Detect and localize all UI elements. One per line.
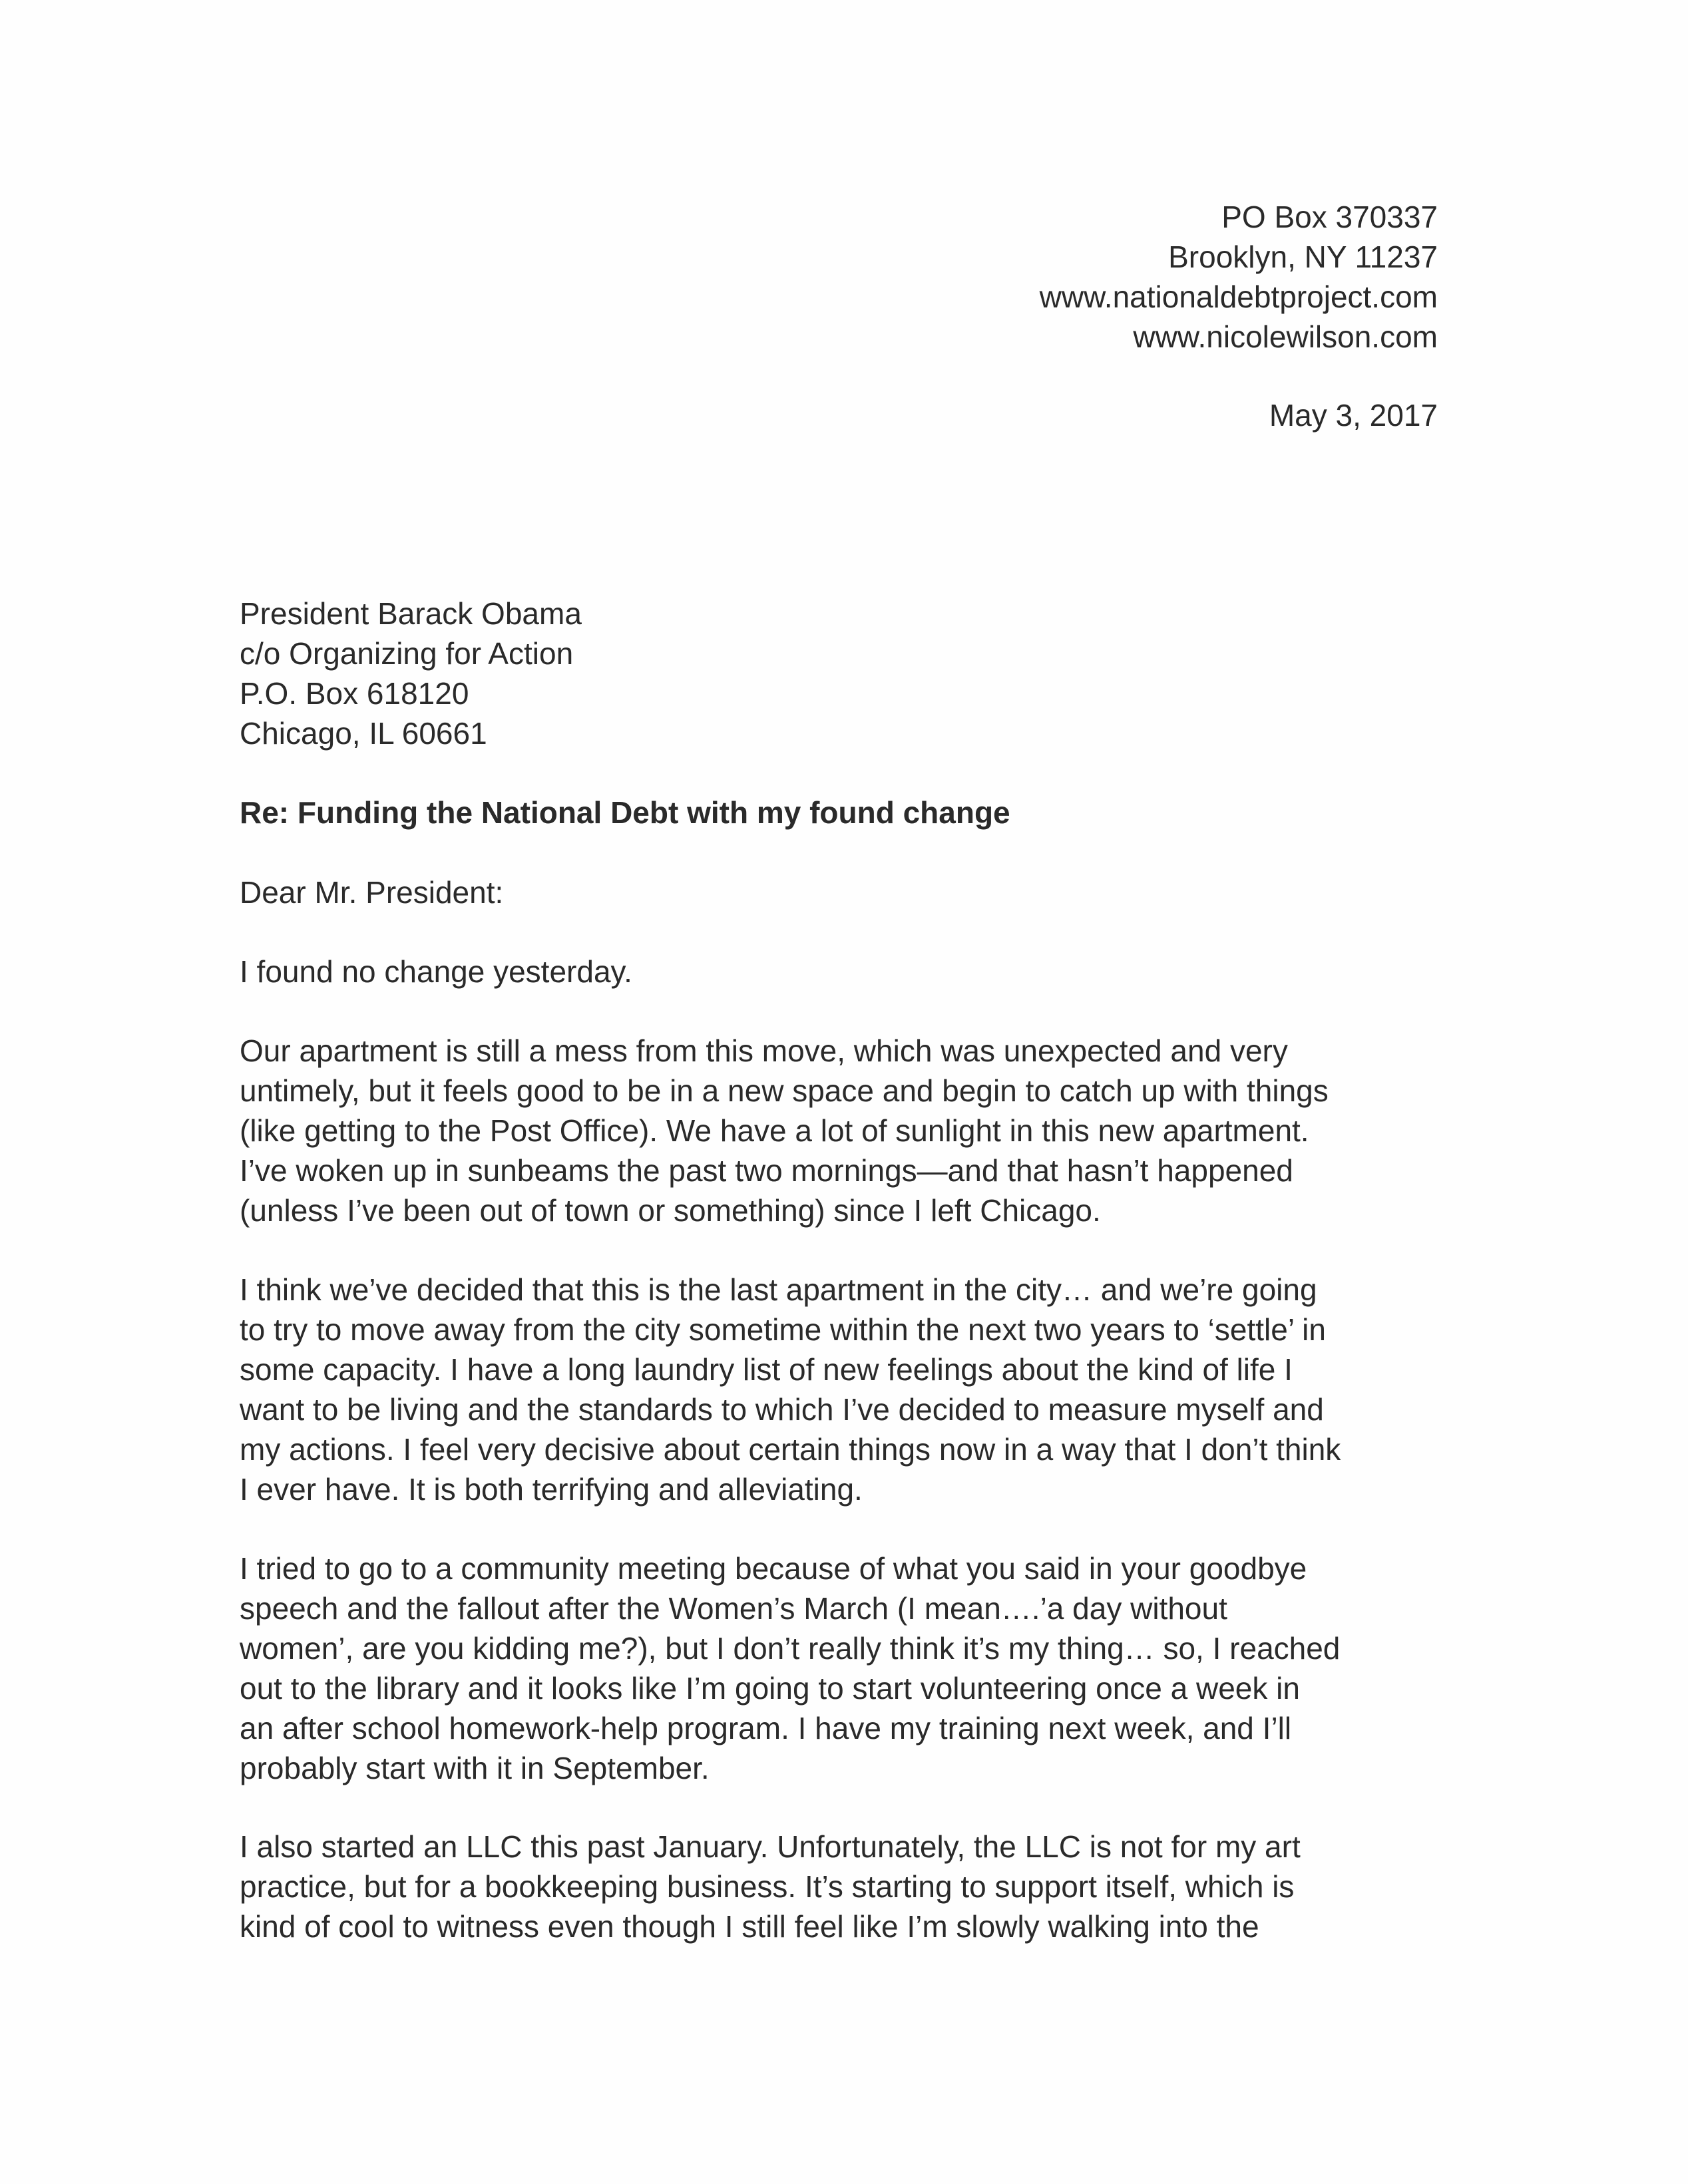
paragraph-line: (like getting to the Post Office). We have a lot of sunlight in this new apartment. <box>240 1113 1309 1148</box>
paragraph-line: my actions. I feel very decisive about certain things now in a way that I don’t think <box>240 1432 1341 1467</box>
paragraph-3 <box>240 1270 1451 1509</box>
paragraph-line: untimely, but it feels good to be in a new space and begin to catch up with things <box>240 1073 1329 1108</box>
paragraph-line: some capacity. I have a long laundry list of new feelings about the kind of life I <box>240 1352 1293 1387</box>
recipient-po-box: P.O. Box 618120 <box>240 676 469 711</box>
paragraph-line: Our apartment is still a mess from this move, which was unexpected and very <box>240 1033 1288 1068</box>
sender-po-box: PO Box 370337 <box>1221 200 1438 234</box>
paragraph-line: I’ve woken up in sunbeams the past two mornings—and that hasn’t happened <box>240 1153 1293 1188</box>
paragraph-line: probably start with it in September. <box>240 1751 710 1785</box>
letter-date: May 3, 2017 <box>1269 398 1438 433</box>
paragraph-line: women’, are you kidding me?), but I don’t really think it’s my thing… so, I reached <box>240 1631 1341 1666</box>
paragraph-line: an after school homework-help program. I have my training next week, and I’ll <box>240 1711 1292 1745</box>
subject-line: Re: Funding the National Debt with my found change <box>240 795 1010 830</box>
paragraph-line: I think we’ve decided that this is the last apartment in the city… and we’re going <box>240 1272 1317 1307</box>
sender-website-personal: www.nicolewilson.com <box>1133 319 1438 354</box>
sender-address <box>865 197 1438 357</box>
paragraph-line: I found no change yesterday. <box>240 954 632 989</box>
sender-website-project: www.nationaldebtproject.com <box>1039 279 1438 314</box>
paragraph-line: to try to move away from the city sometime within the next two years to ‘settle’ in <box>240 1312 1326 1347</box>
paragraph-line: I ever have. It is both terrifying and alleviating. <box>240 1472 863 1507</box>
paragraph-line: I tried to go to a community meeting because of what you said in your goodbye <box>240 1551 1307 1586</box>
paragraph-line: I also started an LLC this past January. Unfortunately, the LLC is not for my art <box>240 1829 1301 1864</box>
paragraph-line: speech and the fallout after the Women’s March (I mean….’a day without <box>240 1591 1227 1626</box>
paragraph-5 <box>240 1827 1451 1946</box>
recipient-city: Chicago, IL 60661 <box>240 716 487 751</box>
recipient-care-of: c/o Organizing for Action <box>240 636 574 671</box>
salutation: Dear Mr. President: <box>240 875 504 910</box>
paragraph-2 <box>240 1031 1451 1230</box>
paragraph-line: (unless I’ve been out of town or something) since I left Chicago. <box>240 1193 1101 1228</box>
paragraph-1 <box>240 952 1451 992</box>
paragraph-line: practice, but for a bookkeeping business. It’s starting to support itself, which is <box>240 1869 1295 1904</box>
paragraph-line: kind of cool to witness even though I still feel like I’m slowly walking into the <box>240 1909 1259 1944</box>
paragraph-line: want to be living and the standards to which I’ve decided to measure myself and <box>240 1392 1324 1427</box>
recipient-address <box>240 594 1171 753</box>
paragraph-line: out to the library and it looks like I’m going to start volunteering once a week in <box>240 1671 1300 1706</box>
sender-city: Brooklyn, NY 11237 <box>1168 240 1438 274</box>
recipient-name: President Barack Obama <box>240 596 582 631</box>
paragraph-4 <box>240 1548 1451 1788</box>
